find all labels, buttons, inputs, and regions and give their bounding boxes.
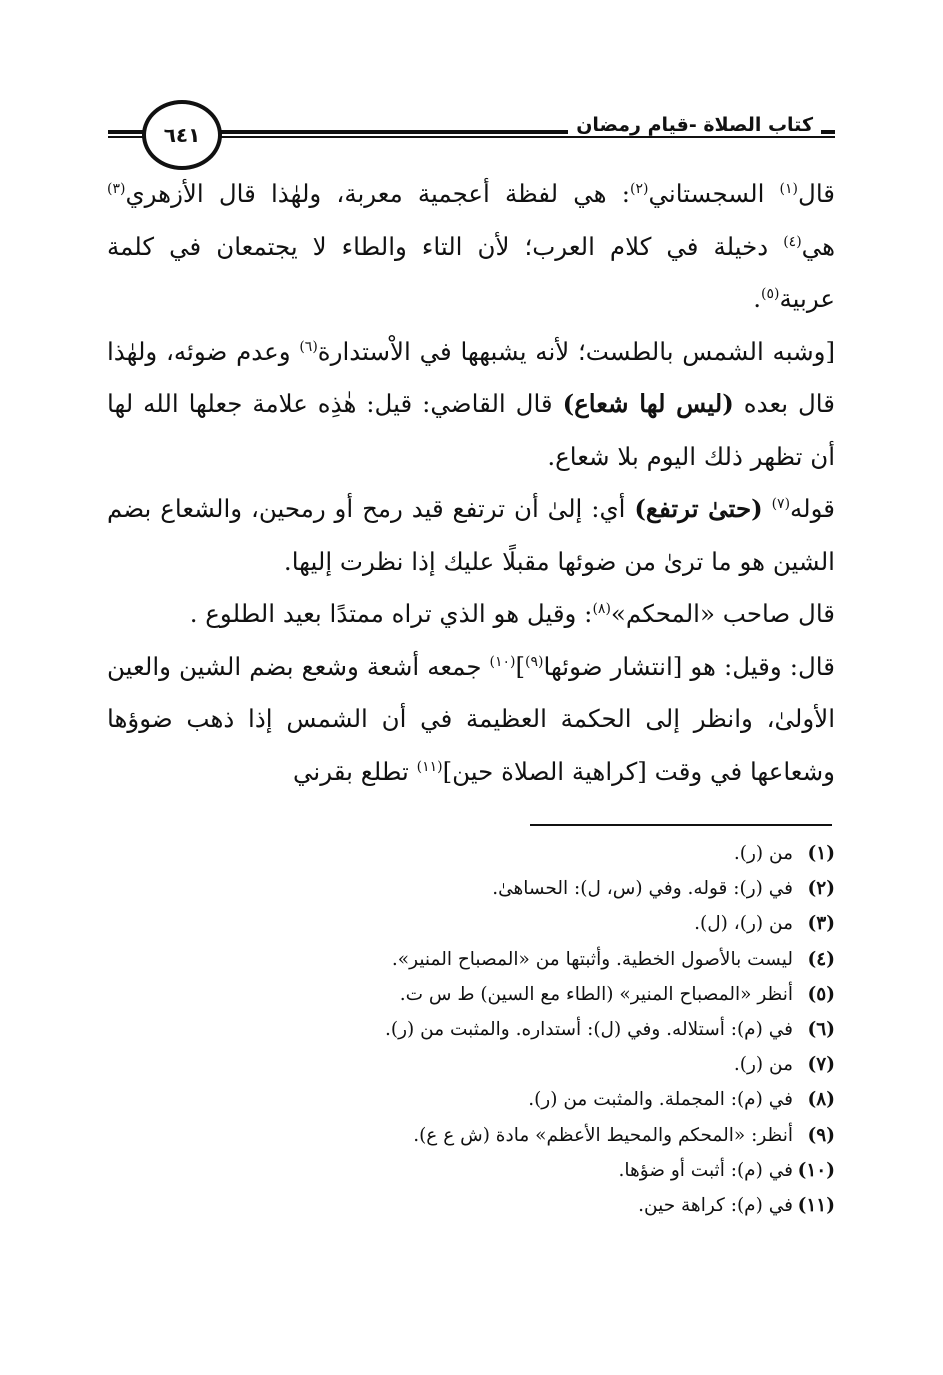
footnote-text: في (ر): قوله. وفي (س، ل): الحساهیٰ. <box>492 878 793 900</box>
footnote <box>107 977 835 1012</box>
text-run: قال صاحب «المحكم» <box>610 599 835 628</box>
footnote-text: من (ر). <box>733 843 793 864</box>
footnote-separator <box>530 824 832 826</box>
footnote-text: في (م): أثبت أو ضؤها. <box>618 1159 793 1181</box>
text-run: قال: وقيل: هو [انتشار ضوئها <box>543 651 835 681</box>
text-run: : هي لفظة أعجمية معربة، ولهٰذا قال الأزهري <box>125 179 631 208</box>
text-run: أي: إلىٰ أن ترتفع قيد رمح أو رمحين، والشعاع بضم الشين هو ما ترىٰ من ضوئها مقبلًا عليك إذا نظرت إليها. <box>107 494 835 576</box>
footnote-number: (٩) <box>807 1124 835 1146</box>
footnote-number: (١) <box>807 843 835 864</box>
text-run: وعدم ضوئه، ولهٰذا قال بعده <box>107 336 835 418</box>
text-run: [وشبه الشمس بالطست؛ لأنه يشبهها في الاْستدارة <box>317 336 836 366</box>
footnote-marker: (٣) <box>107 180 126 197</box>
footnote-text: في (م): كراهة حين. <box>638 1195 793 1217</box>
text-run: جمعه أشعة وشعع بضم الشين والعين الأولىٰ، وانظر إلى الحكمة العظيمة في أن الشمس إذا ذهب ضوؤها وشعاعها في وقت [كراهية الصلاة حين] <box>107 651 835 786</box>
footnote <box>107 1153 835 1188</box>
footnote-marker: (٤) <box>783 233 802 250</box>
text-run: دخيلة في كلام العرب؛ لأن التاء والطاء لا يجتمعان في كلمة عربية <box>107 231 835 313</box>
footnote-text: أنظر «المصباح المنير» (الطاء مع السين) ط س ت. <box>399 983 793 1005</box>
quoted-hadith-phrase: (ليس لها شعاع) <box>562 389 734 418</box>
footnote-text: ليست بالأصول الخطية. وأثبتها من «المصباح المنير». <box>391 948 793 970</box>
text-run: قال القاضي: قيل: هٰذِه علامة جعلها الله لها أن تظهر ذلك اليوم بلا شعاع. <box>107 389 835 471</box>
footnote-text: في (م): المجملة. والمثبت من (ر). <box>528 1089 793 1111</box>
text-run: هي <box>801 231 835 261</box>
footnote-marker: (٨) <box>592 600 611 617</box>
text-run: السجستاني <box>648 179 780 208</box>
footnote <box>107 871 835 906</box>
footnote-marker: (١٠) <box>489 653 516 670</box>
footnote-number: (٢) <box>807 878 835 900</box>
footnote-number: (٣) <box>807 913 835 935</box>
paragraph <box>107 168 835 326</box>
text-run: قوله <box>790 494 835 523</box>
footnote-text: أنظر: «المحكم والمحيط الأعظم» مادة (ش ع ع). <box>413 1124 793 1146</box>
footnote-text: في (م): أستلاله. وفي (ل): أستداره. والمثبت من (ر). <box>385 1019 793 1041</box>
paragraph <box>107 483 835 588</box>
footnotes-list <box>107 836 835 1223</box>
footnote-marker: (١) <box>779 180 799 197</box>
paragraph <box>107 326 835 484</box>
text-run: قال <box>798 179 835 208</box>
footnote-number: (٥) <box>807 983 835 1005</box>
paragraph <box>107 641 835 799</box>
footnote-number: (٧) <box>807 1054 835 1076</box>
page-number-circle <box>142 100 222 170</box>
footnote-marker: (٦) <box>299 338 318 355</box>
footnote <box>107 836 835 871</box>
footnote-marker: (٩) <box>525 653 544 670</box>
header-rule-thin-right <box>213 136 835 138</box>
footnote-marker: (٥) <box>761 285 780 302</box>
footnote-marker: (١١) <box>416 758 443 775</box>
paragraph <box>107 588 835 641</box>
page-number: ٦٤١ <box>163 123 201 147</box>
footnote <box>107 906 835 941</box>
footnote-number: (١٠) <box>797 1159 835 1181</box>
quoted-hadith-phrase: (حتىٰ ترتفع) <box>634 494 763 523</box>
footnote-number: (٨) <box>807 1089 835 1111</box>
footnote-text: من (ر). <box>733 1054 793 1076</box>
footnote <box>107 1082 835 1117</box>
main-text <box>107 168 835 798</box>
footnote <box>107 1188 835 1223</box>
footnote <box>107 1012 835 1047</box>
text-run <box>763 494 772 523</box>
footnote-marker: (٧) <box>771 495 791 512</box>
text-run: ] <box>515 651 526 681</box>
footnote-number: (٦) <box>807 1019 835 1041</box>
text-run: . <box>753 284 762 313</box>
footnote <box>107 942 835 977</box>
footnote <box>107 1047 835 1082</box>
footnote-marker: (٢) <box>630 180 649 197</box>
text-run: : وقيل هو الذي تراه ممتدًا بعيد الطلوع . <box>189 599 593 628</box>
footnote-text: من (ر)، (ل). <box>694 913 793 935</box>
text-run: تطلع بقرني <box>292 756 417 786</box>
footnote-number: (٤) <box>807 948 835 970</box>
footnote <box>107 1118 835 1153</box>
running-title: كتاب الصلاة -قيام رمضان <box>568 114 821 136</box>
footnote-number: (١١) <box>797 1195 835 1217</box>
